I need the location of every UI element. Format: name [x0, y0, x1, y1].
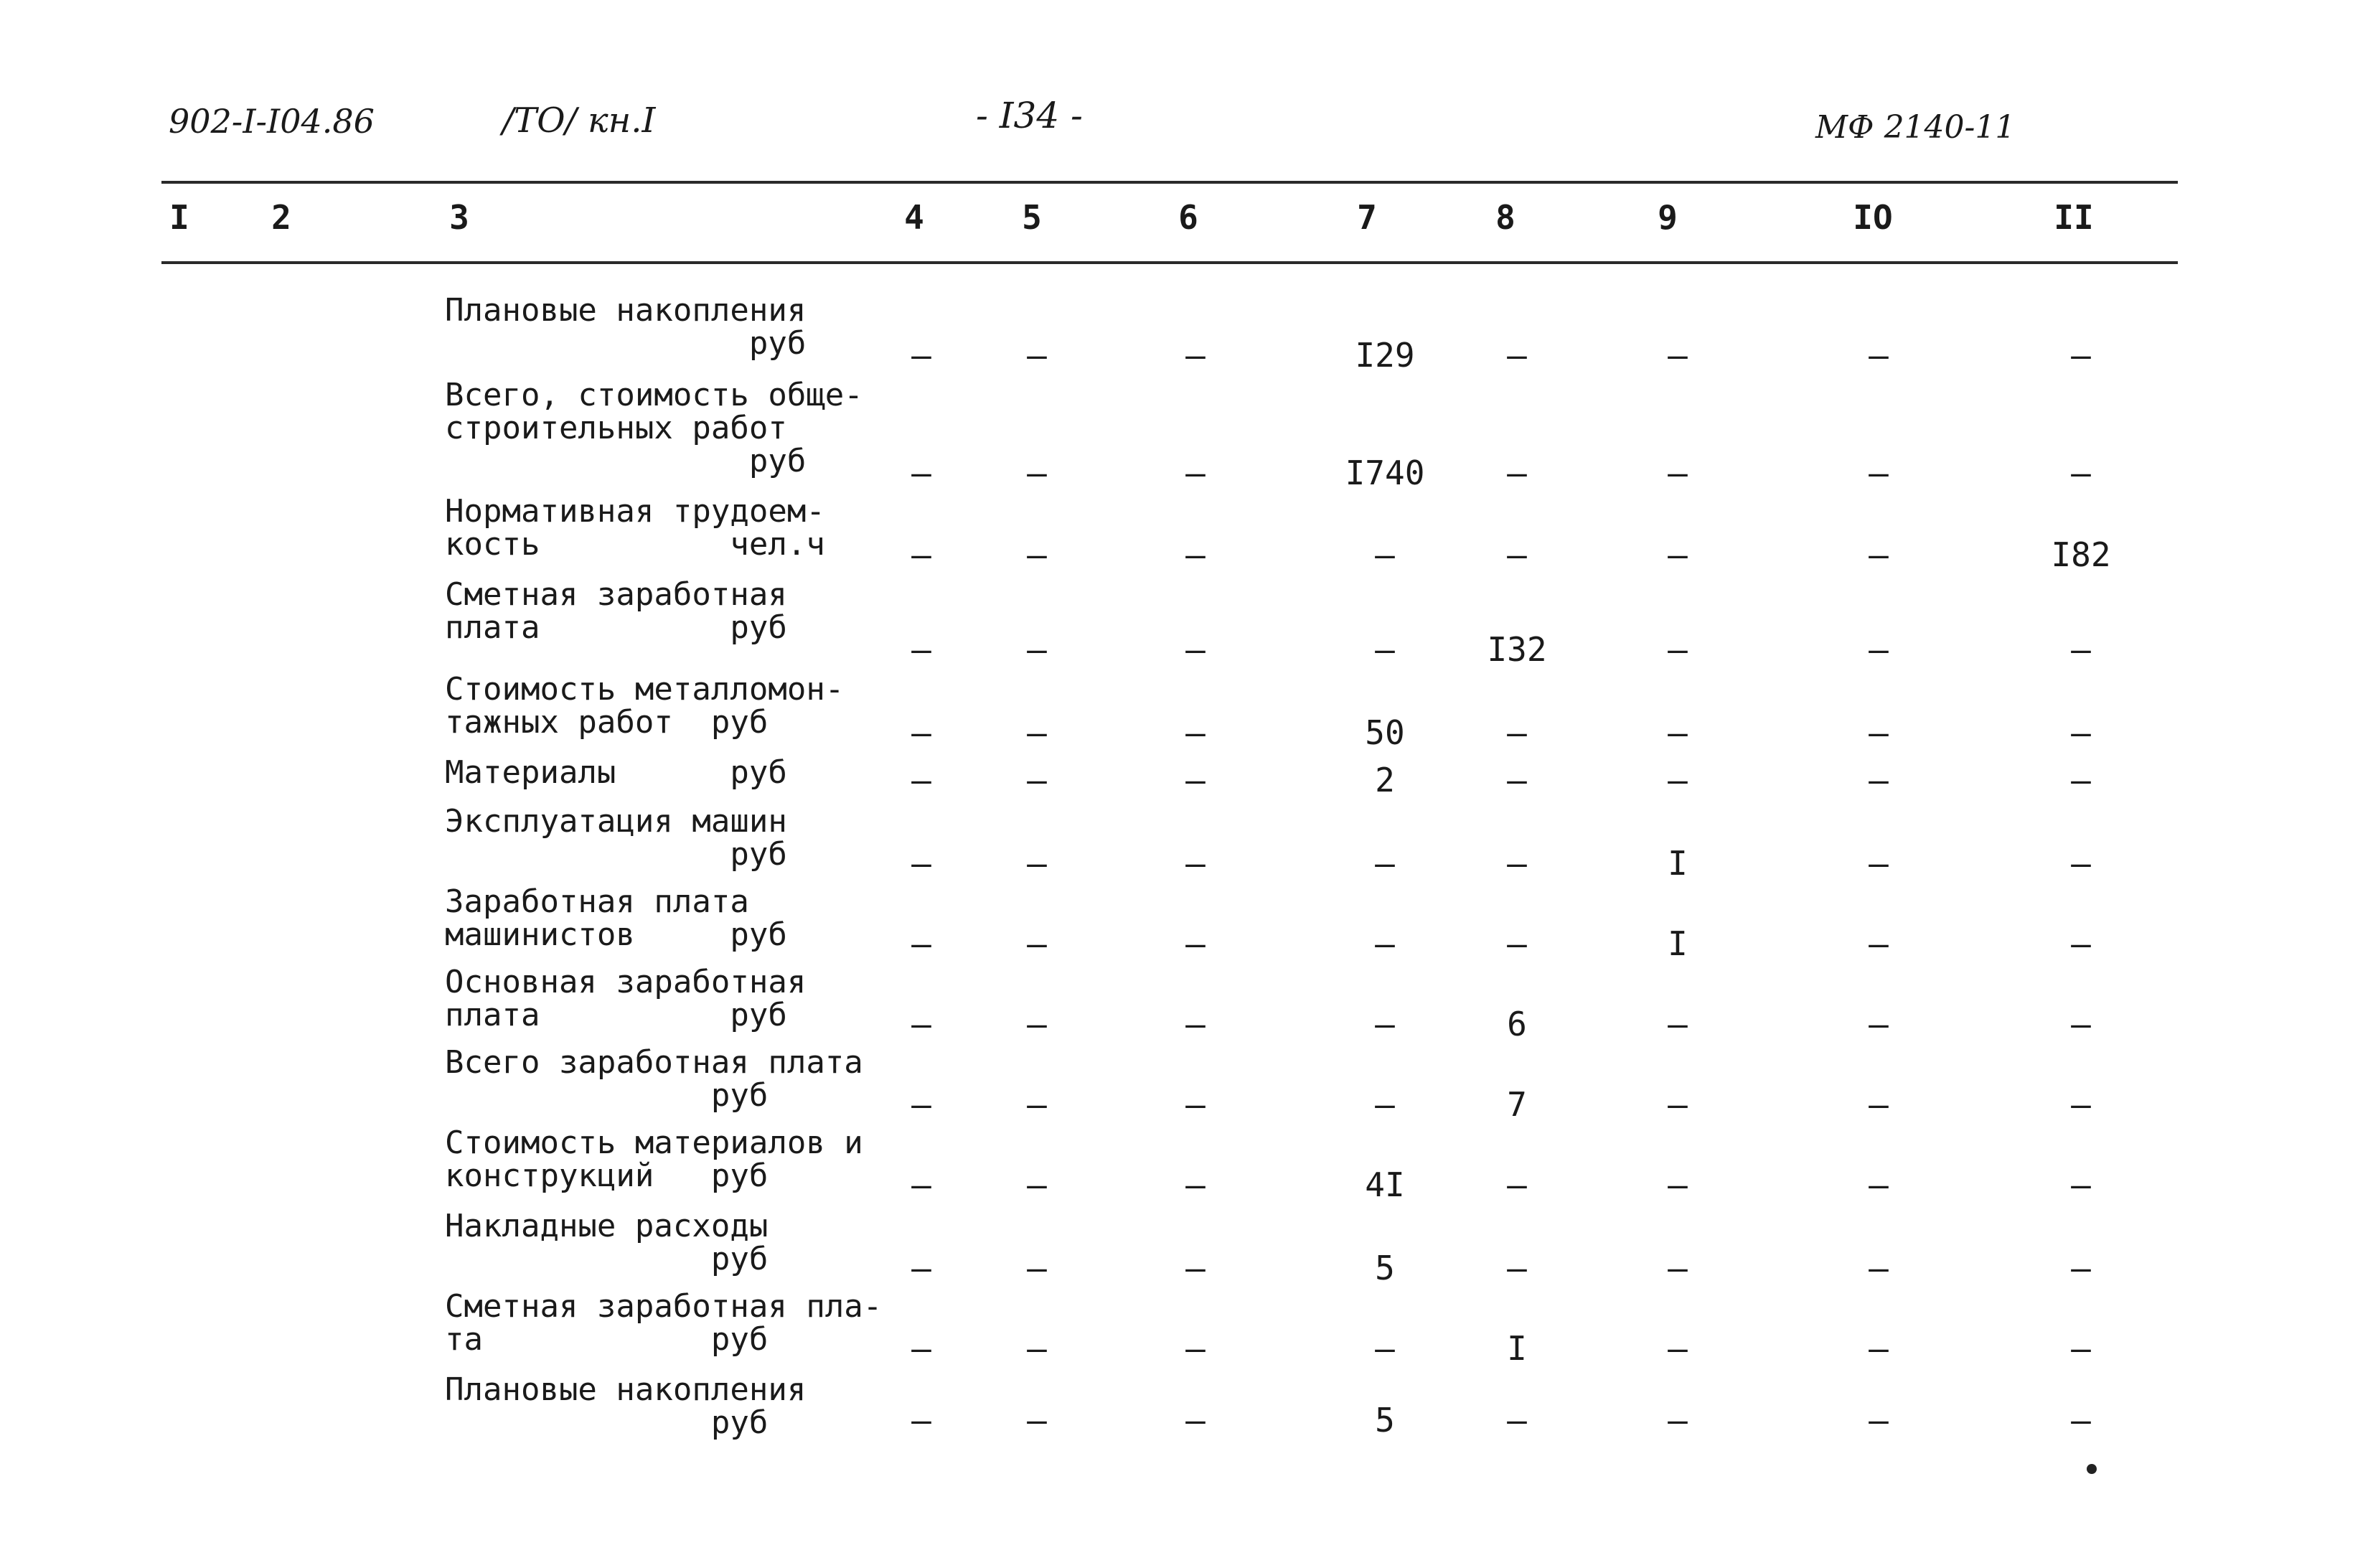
row-value-col-5: – — [1027, 535, 1047, 574]
row-value-col-6: – — [1185, 761, 1206, 799]
table-row — [0, 1046, 2373, 1124]
row-value-col-4: – — [911, 1329, 931, 1368]
row-value-col-8: – — [1507, 761, 1527, 799]
row-value-col-7: I29 — [1355, 336, 1415, 375]
top-rule — [161, 181, 2178, 184]
row-value-col-10: – — [1869, 844, 1889, 883]
row-value-col-5: – — [1027, 1165, 1047, 1204]
row-value-col-9: – — [1668, 1165, 1688, 1204]
row-value-col-5: – — [1027, 1329, 1047, 1368]
row-value-col-5: – — [1027, 1401, 1047, 1440]
table-row — [0, 1210, 2373, 1287]
row-value-col-5: – — [1027, 844, 1047, 883]
row-value-col-11: – — [2071, 1165, 2091, 1204]
row-value-col-10: – — [1869, 1249, 1889, 1287]
row-value-col-6: – — [1185, 336, 1206, 375]
table-row — [0, 1290, 2373, 1368]
row-label: Сметная заработная плата руб — [445, 576, 787, 646]
row-value-col-11: – — [2071, 1249, 2091, 1287]
row-value-col-8: I32 — [1487, 630, 1547, 669]
column-header-6: 6 — [1178, 198, 1198, 237]
table-row — [0, 805, 2373, 883]
row-value-col-11: – — [2071, 336, 2091, 375]
row-value-col-9: – — [1668, 454, 1688, 492]
row-value-col-7: – — [1375, 1005, 1395, 1043]
row-value-col-6: – — [1185, 924, 1206, 963]
row-value-col-7: – — [1375, 1329, 1395, 1368]
table-row — [0, 495, 2373, 574]
row-value-col-10: – — [1869, 1329, 1889, 1368]
row-label: Нормативная трудоем- кость чел.ч — [445, 493, 825, 563]
row-value-col-7: 50 — [1365, 713, 1405, 752]
row-value-col-11: – — [2071, 630, 2091, 669]
row-value-col-6: – — [1185, 713, 1206, 752]
row-value-col-10: – — [1869, 535, 1889, 574]
row-value-col-5: – — [1027, 1085, 1047, 1124]
column-header-row — [0, 192, 2373, 250]
row-value-col-6: – — [1185, 1249, 1206, 1287]
row-value-col-8: – — [1507, 924, 1527, 963]
row-value-col-4: – — [911, 844, 931, 883]
column-header-5: 5 — [1022, 198, 1042, 237]
row-value-col-8: – — [1507, 454, 1527, 492]
row-value-col-9: – — [1668, 535, 1688, 574]
row-value-col-8: – — [1507, 844, 1527, 883]
row-value-col-6: – — [1185, 1401, 1206, 1440]
header-rule — [161, 261, 2178, 264]
row-value-col-6: – — [1185, 454, 1206, 492]
scan-speck — [2087, 1464, 2097, 1474]
row-value-col-8: – — [1507, 336, 1527, 375]
row-value-col-5: – — [1027, 1005, 1047, 1043]
row-label: Сметная заработная пла- та руб — [445, 1288, 883, 1358]
table-row — [0, 1127, 2373, 1204]
row-value-col-9: I — [1668, 844, 1688, 883]
row-value-col-7: 2 — [1375, 761, 1395, 799]
row-value-col-10: – — [1869, 1085, 1889, 1124]
row-value-col-6: – — [1185, 1085, 1206, 1124]
row-value-col-11: – — [2071, 1005, 2091, 1043]
row-value-col-9: – — [1668, 1005, 1688, 1043]
column-header-8: 8 — [1495, 198, 1516, 237]
row-value-col-11: – — [2071, 924, 2091, 963]
table-row — [0, 966, 2373, 1043]
page-number: - I34 - — [976, 95, 1083, 136]
row-value-col-8: – — [1507, 1165, 1527, 1204]
row-value-col-6: – — [1185, 1005, 1206, 1043]
column-header-3: 3 — [449, 198, 469, 237]
row-label: Стоимость материалов и конструкций руб — [445, 1125, 863, 1194]
row-label: Накладные расходы руб — [445, 1208, 769, 1277]
row-value-col-6: – — [1185, 844, 1206, 883]
row-label: Плановые накопления руб — [445, 292, 807, 362]
row-value-col-4: – — [911, 1165, 931, 1204]
row-value-col-9: – — [1668, 1401, 1688, 1440]
row-value-col-4: – — [911, 630, 931, 669]
row-label: Основная заработная плата руб — [445, 964, 807, 1033]
row-value-col-5: – — [1027, 924, 1047, 963]
column-header-7: 7 — [1357, 198, 1377, 237]
row-value-col-4: – — [911, 1249, 931, 1287]
row-value-col-7: 4I — [1365, 1165, 1405, 1204]
row-value-col-5: – — [1027, 713, 1047, 752]
row-value-col-5: – — [1027, 630, 1047, 669]
row-value-col-7: – — [1375, 844, 1395, 883]
column-header-9: 9 — [1658, 198, 1678, 237]
row-value-col-6: – — [1185, 535, 1206, 574]
row-label: Материалы руб — [445, 754, 787, 791]
row-label: Всего, стоимость обще- строительных работ руб — [445, 377, 863, 479]
row-value-col-10: – — [1869, 336, 1889, 375]
row-value-col-4: – — [911, 924, 931, 963]
row-value-col-8: – — [1507, 1401, 1527, 1440]
row-value-col-8: – — [1507, 713, 1527, 752]
table-row — [0, 883, 2373, 963]
row-value-col-9: – — [1668, 1085, 1688, 1124]
row-value-col-9: I — [1668, 924, 1688, 963]
row-value-col-8: 7 — [1507, 1085, 1527, 1124]
row-value-col-8: – — [1507, 1249, 1527, 1287]
row-value-col-10: – — [1869, 1401, 1889, 1440]
row-value-col-7: – — [1375, 1085, 1395, 1124]
row-label: Стоимость металломон- тажных работ руб — [445, 671, 845, 741]
row-value-col-9: – — [1668, 1329, 1688, 1368]
row-value-col-10: – — [1869, 630, 1889, 669]
row-value-col-11: – — [2071, 761, 2091, 799]
row-value-col-9: – — [1668, 713, 1688, 752]
row-value-col-6: – — [1185, 1165, 1206, 1204]
row-label: Плановые накопления руб — [445, 1371, 807, 1441]
row-value-col-5: – — [1027, 336, 1047, 375]
row-value-col-10: – — [1869, 713, 1889, 752]
row-value-col-7: 5 — [1375, 1249, 1395, 1287]
row-value-col-9: – — [1668, 336, 1688, 375]
row-value-col-7: 5 — [1375, 1401, 1395, 1440]
row-value-col-10: – — [1869, 761, 1889, 799]
column-header-2: 2 — [271, 198, 291, 237]
table-row — [0, 673, 2373, 752]
row-value-col-9: – — [1668, 1249, 1688, 1287]
row-value-col-7: I740 — [1345, 454, 1425, 492]
row-value-col-5: – — [1027, 454, 1047, 492]
row-value-col-9: – — [1668, 761, 1688, 799]
column-header-11: II — [2054, 198, 2094, 237]
row-value-col-8: – — [1507, 535, 1527, 574]
row-value-col-11: – — [2071, 1401, 2091, 1440]
row-value-col-8: I — [1507, 1329, 1527, 1368]
row-value-col-11: – — [2071, 454, 2091, 492]
row-value-col-4: – — [911, 761, 931, 799]
row-value-col-4: – — [911, 535, 931, 574]
column-header-1: I — [169, 198, 189, 237]
row-label: Всего заработная плата руб — [445, 1044, 863, 1114]
table-row — [0, 379, 2373, 492]
row-value-col-9: – — [1668, 630, 1688, 669]
row-value-col-11: I82 — [2051, 535, 2111, 574]
column-header-4: 4 — [904, 198, 924, 237]
row-value-col-4: – — [911, 1005, 931, 1043]
row-value-col-10: – — [1869, 1165, 1889, 1204]
document-code: 902-I-I04.86 — [169, 102, 375, 141]
row-value-col-8: 6 — [1507, 1005, 1527, 1043]
sheet-reference: /TO/ кн.I — [502, 100, 656, 141]
row-value-col-5: – — [1027, 1249, 1047, 1287]
row-value-col-7: – — [1375, 630, 1395, 669]
row-value-col-4: – — [911, 336, 931, 375]
row-value-col-11: – — [2071, 844, 2091, 883]
inventory-number: МФ 2140-11 — [1815, 109, 2016, 146]
row-value-col-10: – — [1869, 924, 1889, 963]
table-row — [0, 756, 2373, 799]
row-value-col-10: – — [1869, 454, 1889, 492]
row-value-col-6: – — [1185, 1329, 1206, 1368]
table-row — [0, 294, 2373, 375]
row-value-col-4: – — [911, 1401, 931, 1440]
column-header-10: IO — [1853, 198, 1893, 237]
row-label: Заработная плата машинистов руб — [445, 883, 787, 953]
row-value-col-4: – — [911, 713, 931, 752]
row-value-col-4: – — [911, 1085, 931, 1124]
row-label: Эксплуатация машин руб — [445, 803, 787, 873]
table-row — [0, 1371, 2373, 1441]
row-value-col-4: – — [911, 454, 931, 492]
row-value-col-7: – — [1375, 535, 1395, 574]
row-value-col-11: – — [2071, 1085, 2091, 1124]
row-value-col-10: – — [1869, 1005, 1889, 1043]
row-value-col-11: – — [2071, 713, 2091, 752]
row-value-col-7: – — [1375, 924, 1395, 963]
row-value-col-5: – — [1027, 761, 1047, 799]
row-value-col-6: – — [1185, 630, 1206, 669]
row-value-col-11: – — [2071, 1329, 2091, 1368]
table-row — [0, 578, 2373, 669]
